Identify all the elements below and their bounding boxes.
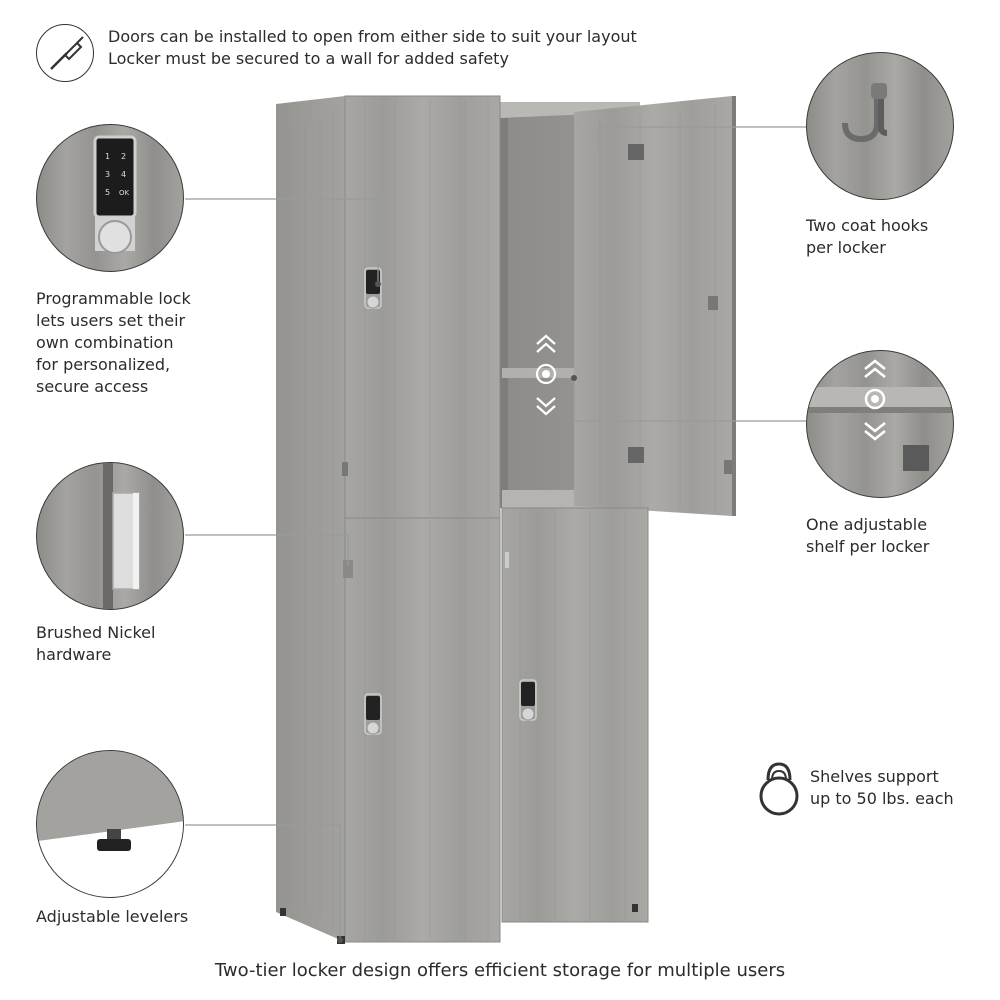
pointer-dot xyxy=(571,375,577,381)
keypad-key: 1 xyxy=(105,152,111,161)
feature-line: own combination xyxy=(36,333,174,352)
feature-hooks-text xyxy=(806,215,928,259)
keypad-detail-circle xyxy=(36,124,184,272)
handle-detail-circle xyxy=(36,462,184,610)
keypad-key: 2 xyxy=(121,152,127,161)
pointer-dot xyxy=(375,281,381,287)
keypad-key: OK xyxy=(119,189,130,197)
feature-line: secure access xyxy=(36,377,149,396)
locker-side-panel xyxy=(276,96,345,942)
header-note-line2: Locker must be secured to a wall for added safety xyxy=(108,49,509,68)
feature-line: shelf per locker xyxy=(806,537,930,556)
feature-line: Adjustable levelers xyxy=(36,907,189,926)
keypad-lock-icon xyxy=(365,694,381,734)
open-door xyxy=(574,96,736,516)
leveler-detail-circle xyxy=(36,750,184,898)
shelf-detail-circle xyxy=(806,350,954,498)
feature-weight-text xyxy=(810,766,954,810)
pointer-dot xyxy=(337,937,343,943)
feature-line: Shelves support xyxy=(810,767,939,786)
feature-line: Two coat hooks xyxy=(806,216,929,235)
feature-shelf-text xyxy=(806,514,929,558)
feature-hardware-text xyxy=(36,622,155,666)
screwdriver-icon xyxy=(36,24,94,82)
keypad-key: 4 xyxy=(121,170,127,179)
keypad-lock-icon xyxy=(520,680,536,720)
kettlebell-icon xyxy=(756,760,802,816)
feature-line: lets users set their xyxy=(36,311,186,330)
feature-line: hardware xyxy=(36,645,112,664)
keypad-key: 5 xyxy=(105,188,111,197)
feature-line: up to 50 lbs. each xyxy=(810,789,954,808)
header-note-line1: Doors can be installed to open from either side to suit your layout xyxy=(108,27,637,46)
feature-line: Programmable lock xyxy=(36,289,191,308)
door-lower-left xyxy=(343,518,500,942)
door-upper-left xyxy=(342,96,500,518)
header-note xyxy=(108,26,637,70)
caption: Two-tier locker design offers efficient storage for multiple users xyxy=(214,960,786,981)
feature-line: for personalized, xyxy=(36,355,171,374)
feature-line: Brushed Nickel xyxy=(36,623,156,642)
feature-line: per locker xyxy=(806,238,886,257)
door-lower-right xyxy=(502,508,648,922)
feature-lock-text xyxy=(36,288,191,398)
feature-levelers-text xyxy=(36,906,188,928)
hook-detail-circle xyxy=(806,52,954,200)
keypad-key: 3 xyxy=(105,170,111,179)
feature-line: One adjustable xyxy=(806,515,928,534)
